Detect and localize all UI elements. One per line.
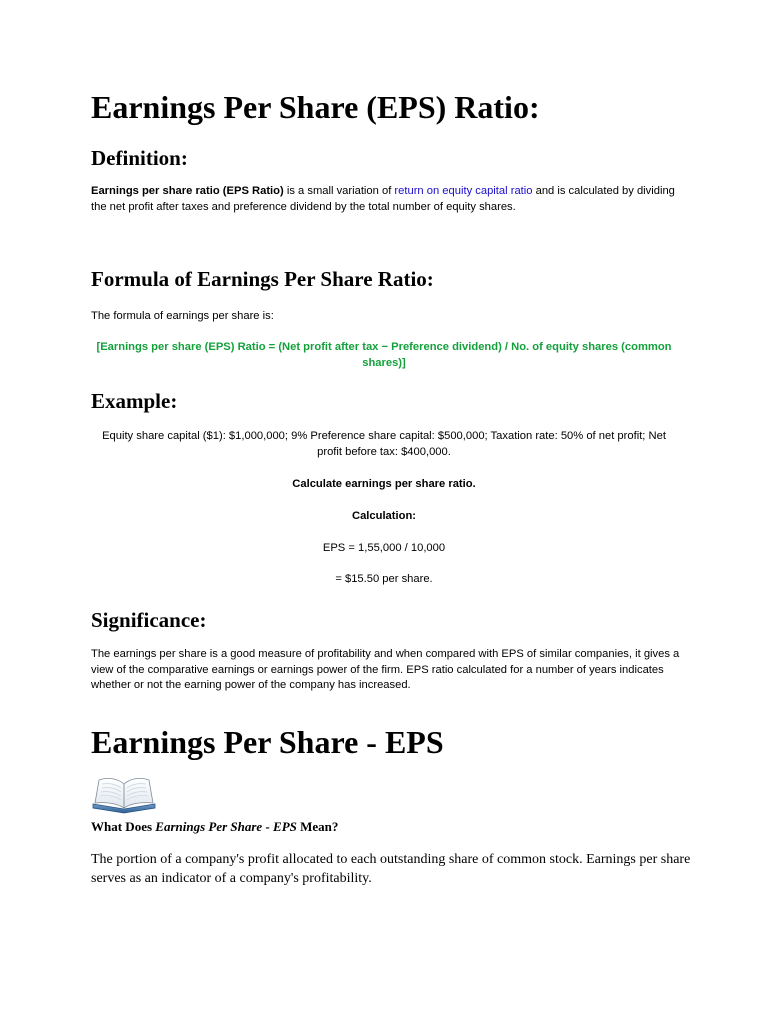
formula-intro: The formula of earnings per share is: <box>91 310 274 322</box>
eps-question <box>91 817 691 836</box>
significance-paragraph: The earnings per share is a good measure of profitability and when compared with EPS of similar companies, it gives a view of the comparative earnings or earnings power of the firm. EPS ratio calculated for a number of years indicates whether or not the earning power of the company has increased. <box>91 648 680 691</box>
eps-formula: [Earnings per share (EPS) Ratio = (Net profit after tax − Preference dividend) / No. of equity shares (common shares)] <box>96 341 672 369</box>
example-task: Calculate earnings per share ratio. <box>292 478 476 490</box>
eps-definition-title: Earnings Per Share - EPS <box>91 724 444 760</box>
open-book-icon <box>91 774 157 814</box>
question-term: Earnings Per Share - EPS <box>155 819 297 834</box>
question-suffix: Mean? <box>296 819 339 834</box>
definition-heading: Definition: <box>91 146 188 170</box>
eps-answer: The portion of a company's profit allocated to each outstanding share of common stock. Earnings per share serves as an indicator of a company's profitability. <box>91 852 691 886</box>
formula-heading: Formula of Earnings Per Share Ratio: <box>91 267 434 291</box>
calculation-label: Calculation: <box>351 510 417 522</box>
example-text: Equity share capital ($1): $1,000,000; 9% Preference share capital: $500,000; Taxation rate: 50% of net profit; Net profit before tax: $400,000. <box>102 430 666 458</box>
eps-ratio-title: Earnings Per Share (EPS) Ratio: <box>91 89 540 125</box>
definition-paragraph <box>91 184 681 215</box>
significance-heading: Significance: <box>91 608 207 632</box>
calculation-line-1: EPS = 1,55,000 / 10,000 <box>322 542 446 554</box>
definition-text-before-link: is a small variation of <box>283 185 395 197</box>
definition-term: Earnings per share ratio (EPS Ratio) <box>91 185 284 197</box>
roe-capital-ratio-link[interactable]: return on equity capital ratio <box>394 185 533 197</box>
question-prefix: What Does <box>91 819 156 834</box>
definition-text-after-link: and is calculated by dividing the net profit after taxes and preference dividend by the total number of equity shares. <box>91 185 675 213</box>
calculation-line-2: = $15.50 per share. <box>335 573 433 585</box>
example-heading: Example: <box>91 389 178 413</box>
